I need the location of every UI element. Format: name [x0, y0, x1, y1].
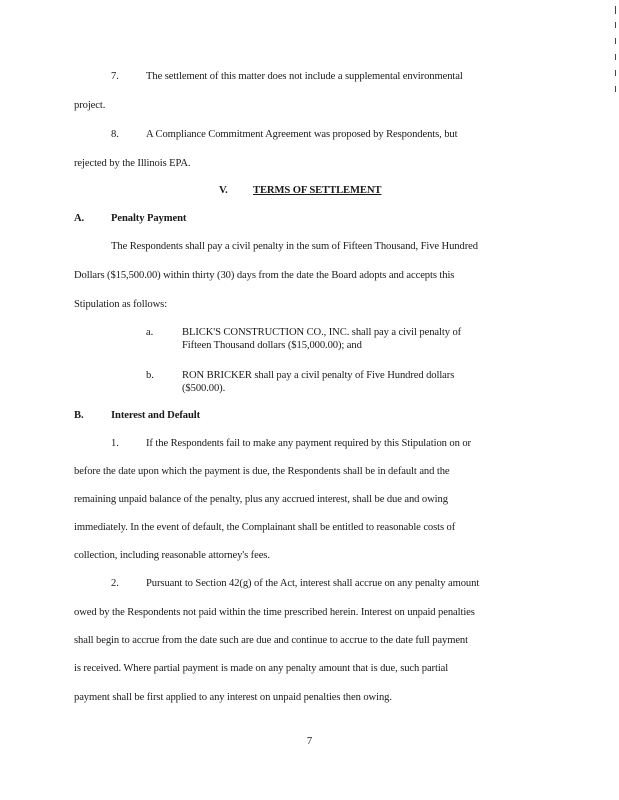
item-b-marker: b.	[146, 370, 154, 381]
section-a-letter: A.	[74, 213, 85, 224]
section-b-p2-line-3: shall begin to accrue from the date such are due and continue to accrue to the date full payment	[74, 635, 468, 646]
section-b-letter: B.	[74, 410, 84, 421]
section-v-title: TERMS OF SETTLEMENT	[253, 185, 382, 196]
paragraph-8-number: 8.	[111, 129, 119, 140]
section-b-p1-number: 1.	[111, 438, 119, 449]
section-b-p2-line-2: owed by the Respondents not paid within the time prescribed herein. Interest on unpaid penalties	[74, 607, 475, 618]
item-b-line-2: ($500.00).	[182, 383, 226, 394]
section-b-p1-line-4: immediately. In the event of default, the Complainant shall be entitled to reasonable costs of	[74, 522, 456, 533]
scan-edge-mark	[615, 54, 616, 60]
section-b-p2-line-1: Pursuant to Section 42(g) of the Act, interest shall accrue on any penalty amount	[146, 578, 480, 589]
scan-edge-mark	[615, 22, 616, 28]
section-a-line-3: Stipulation as follows:	[74, 299, 168, 310]
section-b-p2-line-5: payment shall be first applied to any interest on unpaid penalties then owing.	[74, 692, 392, 703]
paragraph-8-line-1: A Compliance Commitment Agreement was proposed by Respondents, but	[146, 129, 458, 140]
section-a-title: Penalty Payment	[111, 213, 187, 224]
section-a-line-1: The Respondents shall pay a civil penalty in the sum of Fifteen Thousand, Five Hundred	[111, 241, 478, 252]
section-b-title: Interest and Default	[111, 410, 201, 421]
scan-edge-mark	[615, 6, 616, 14]
page-number: 7	[306, 736, 313, 747]
item-b-line-1: RON BRICKER shall pay a civil penalty of Five Hundred dollars	[182, 370, 455, 381]
item-a-line-2: Fifteen Thousand dollars ($15,000.00); and	[182, 340, 362, 351]
section-b-p1-line-1: If the Respondents fail to make any payment required by this Stipulation on or	[146, 438, 471, 449]
section-b-p2-line-4: is received. Where partial payment is made on any penalty amount that is due, such partial	[74, 663, 449, 674]
section-a-line-2: Dollars ($15,500.00) within thirty (30) days from the date the Board adopts and accepts this	[74, 270, 455, 281]
scan-edge-mark	[615, 86, 616, 92]
section-v-number: V.	[219, 185, 228, 196]
paragraph-8-line-2: rejected by the Illinois EPA.	[74, 158, 191, 169]
scan-edge-mark	[615, 70, 616, 76]
paragraph-7-line-1: The settlement of this matter does not include a supplemental environmental	[146, 71, 463, 82]
section-b-p1-line-3: remaining unpaid balance of the penalty, plus any accrued interest, shall be due and owing	[74, 494, 448, 505]
item-a-line-1: BLICK'S CONSTRUCTION CO., INC. shall pay a civil penalty of	[182, 327, 462, 338]
scan-edge-mark	[615, 38, 616, 44]
section-b-p1-line-2: before the date upon which the payment is due, the Respondents shall be in default and the	[74, 466, 450, 477]
paragraph-7-line-2: project.	[74, 100, 106, 111]
section-b-p2-number: 2.	[111, 578, 119, 589]
item-a-marker: a.	[146, 327, 154, 338]
section-b-p1-line-5: collection, including reasonable attorney's fees.	[74, 550, 270, 561]
paragraph-7-number: 7.	[111, 71, 119, 82]
